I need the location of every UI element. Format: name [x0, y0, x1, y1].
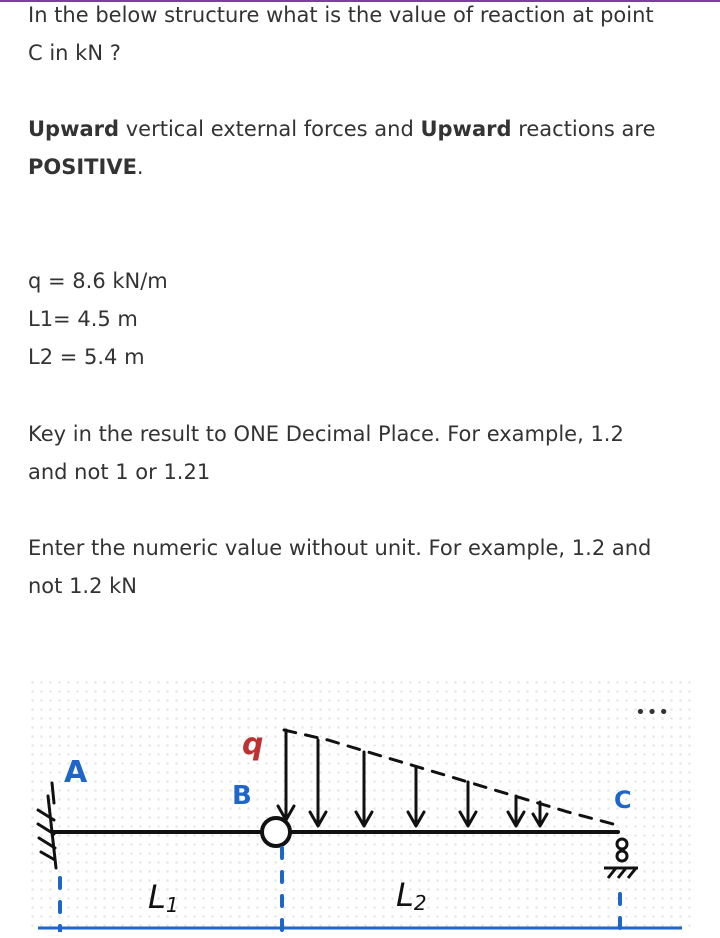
sign-text-3: . [136, 155, 144, 179]
beam-diagram [28, 678, 692, 932]
more-options-icon[interactable]: ••• [635, 702, 670, 723]
question-line-1: In the below structure what is the value of reaction at point [28, 3, 654, 27]
label-L2 [396, 876, 427, 915]
sign-convention-line-1 [28, 110, 688, 148]
unit-instruction [28, 529, 688, 605]
label-A: A [64, 755, 88, 790]
decimal-instruction [28, 415, 688, 491]
label-B: B [232, 781, 252, 811]
param-L1: L1= 4.5 m [28, 307, 138, 331]
sign-text-1: vertical external forces and [119, 117, 421, 141]
decimal-line-1: Key in the result to ONE Decimal Place. For example, 1.2 [28, 422, 624, 446]
label-L1 [148, 878, 179, 917]
decimal-line-2: and not 1 or 1.21 [28, 460, 211, 484]
parameters-list [28, 262, 688, 376]
load-arrows [278, 730, 547, 826]
unit-line-1: Enter the numeric value without unit. For example, 1.2 and [28, 536, 652, 560]
label-C: C [614, 786, 632, 814]
sign-text-2: reactions are [511, 117, 656, 141]
roller-support-C [604, 839, 638, 878]
label-L1-letter: L [148, 878, 166, 916]
param-q: q = 8.6 kN/m [28, 269, 168, 293]
question-text [28, 0, 688, 72]
label-L2-sub: 2 [413, 891, 427, 915]
load-outline [284, 730, 613, 824]
bold-upward-2: Upward [420, 117, 512, 141]
sign-convention [28, 110, 688, 186]
fixed-support-A [38, 783, 56, 868]
bold-positive: POSITIVE [28, 155, 137, 179]
dimension-guides [60, 848, 620, 932]
structure-figure[interactable] [28, 678, 692, 932]
hinge-B [262, 818, 290, 846]
param-L2: L2 = 5.4 m [28, 345, 145, 369]
sign-convention-line-2 [28, 148, 688, 186]
label-q: q [242, 727, 264, 762]
question-line-2: C in kN ? [28, 41, 121, 65]
label-L1-sub: 1 [165, 893, 179, 917]
bold-upward-1: Upward [28, 117, 120, 141]
label-L2-letter: L [396, 876, 414, 914]
unit-line-2: not 1.2 kN [28, 574, 138, 598]
